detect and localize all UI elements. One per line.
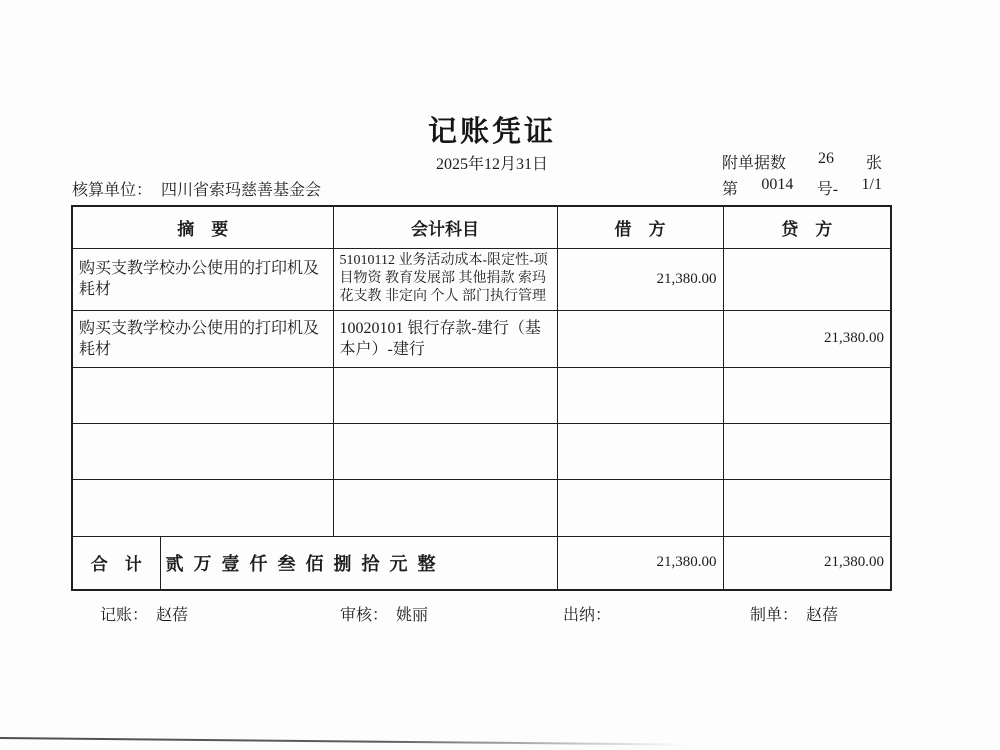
- voucher-page-indicator: 1/1: [861, 176, 882, 193]
- table-row: [72, 423, 891, 479]
- account-cell: [333, 423, 557, 479]
- summary-cell: 购买支教学校办公使用的打印机及耗材: [72, 248, 333, 310]
- table-row: [72, 310, 891, 367]
- accounting-unit-name: 四川省索玛慈善基金会: [161, 182, 322, 199]
- col-header-account: 会计科目: [333, 206, 557, 248]
- cashier-label: 出纳：: [563, 607, 612, 624]
- summary-cell: [72, 479, 333, 536]
- voucher-number: 0014: [761, 176, 794, 193]
- footer-reviewer: [340, 602, 428, 625]
- debit-cell: [557, 367, 723, 423]
- bookkeeper-name: 赵蓓: [156, 607, 189, 624]
- summary-cell: [72, 423, 333, 479]
- col-header-debit: 借 方: [557, 206, 723, 248]
- accounting-unit-label: 核算单位：: [72, 182, 153, 199]
- total-row: [72, 536, 891, 590]
- credit-cell: 21,380.00: [723, 310, 891, 367]
- debit-cell: [557, 423, 723, 479]
- account-cell: 10020101 银行存款-建行（基本户）-建行: [333, 310, 557, 367]
- credit-cell: [723, 423, 891, 479]
- table-row: [72, 367, 891, 423]
- footer-preparer: [750, 602, 838, 625]
- amount-in-words: 贰万壹仟叁佰捌拾元整: [160, 536, 557, 590]
- reviewer-name: 姚丽: [396, 607, 429, 624]
- attached-docs-line: [722, 150, 882, 173]
- voucher-table: [71, 205, 892, 591]
- attached-docs-label: 附单据数: [722, 155, 787, 172]
- voucher-title: 记账凭证: [427, 116, 556, 148]
- col-header-summary: 摘 要: [72, 206, 333, 248]
- preparer-label: 制单：: [750, 607, 799, 624]
- col-header-credit: 贷 方: [723, 206, 891, 248]
- voucher-date: 2025年12月31日: [435, 156, 548, 173]
- table-row: [72, 248, 891, 310]
- voucher-number-prefix: 第: [722, 181, 739, 198]
- account-cell: [333, 367, 557, 423]
- total-label: 合 计: [72, 536, 160, 590]
- credit-cell: [723, 367, 891, 423]
- attached-docs-count: 26: [818, 150, 834, 167]
- footer-bookkeeper: [100, 602, 188, 625]
- preparer-name: 赵蓓: [806, 607, 839, 624]
- bookkeeper-label: 记账：: [100, 607, 149, 624]
- total-credit-cell: 21,380.00: [723, 536, 891, 590]
- debit-cell: [557, 310, 723, 367]
- table-header-row: [72, 206, 891, 248]
- credit-cell: [723, 479, 891, 536]
- credit-cell: [723, 248, 891, 310]
- summary-cell: [72, 367, 333, 423]
- total-debit-cell: 21,380.00: [557, 536, 723, 590]
- account-cell: [333, 479, 557, 536]
- debit-cell: 21,380.00: [557, 248, 723, 310]
- account-cell: 51010112 业务活动成本-限定性-项目物资 教育发展部 其他捐款 索玛花支教 非定向 个人 部门执行管理: [333, 248, 557, 310]
- accounting-unit-line: [72, 177, 321, 200]
- footer-cashier: [563, 602, 619, 625]
- debit-cell: [557, 479, 723, 536]
- summary-cell: 购买支教学校办公使用的打印机及耗材: [72, 310, 333, 367]
- signature-line: [0, 602, 1000, 628]
- reviewer-label: 审核：: [340, 607, 389, 624]
- voucher-number-line: [722, 176, 882, 199]
- paper-bottom-edge: [0, 737, 686, 746]
- attached-docs-unit: 张: [865, 155, 882, 172]
- table-row: [72, 479, 891, 536]
- voucher-number-suffix: 号-: [816, 181, 839, 198]
